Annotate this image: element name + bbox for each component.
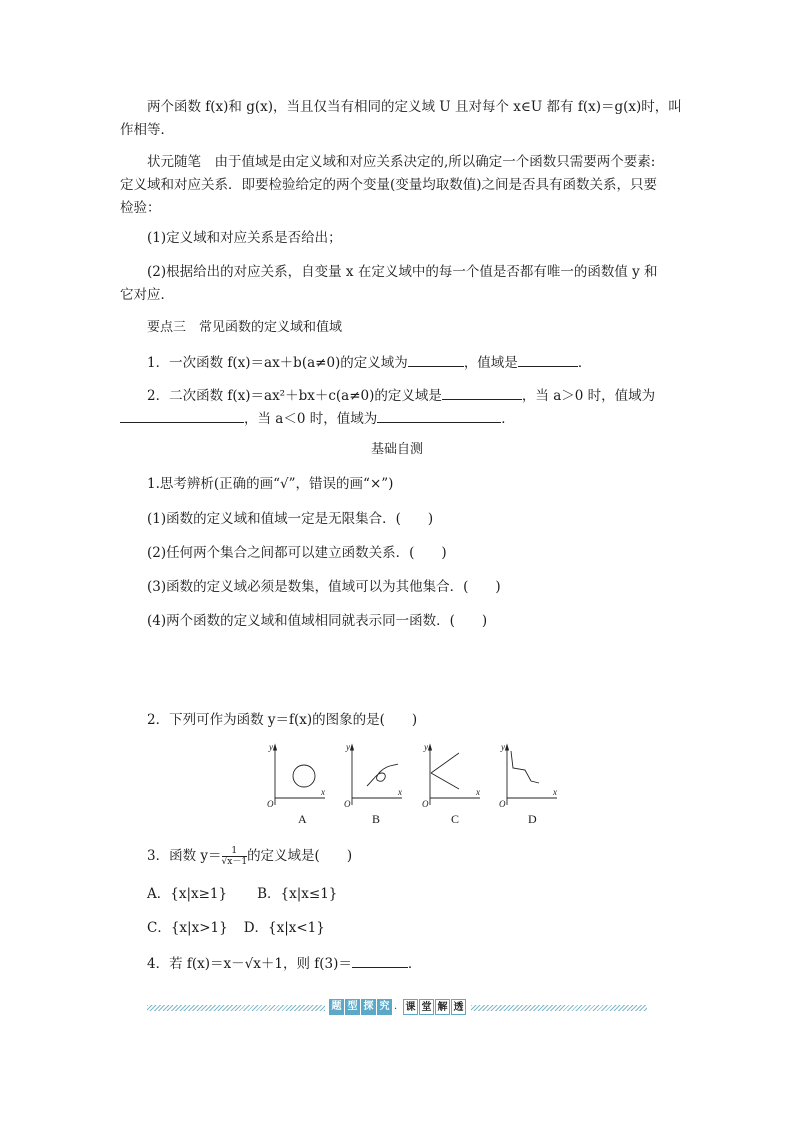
answer-blank[interactable] [120, 408, 244, 423]
graph-option-label: C [451, 812, 460, 826]
judgement-item: (1)函数的定义域和值域一定是无限集合．( ) [147, 511, 434, 527]
paragraph-line: (2)根据给出的对应关系，自变量 x 在定义域中的每一个值是否都有唯一的函数值 y 和 [147, 264, 658, 280]
graph-option-label: D [528, 812, 537, 826]
axis-label-y: y [501, 743, 505, 752]
banner-tag-2: 课 堂 解 透 [403, 999, 466, 1015]
circle-graph-icon [267, 743, 325, 809]
origin-label: O [267, 799, 274, 809]
answer-blank[interactable] [442, 385, 522, 400]
axis-label-x: x [476, 787, 480, 797]
section-banner [147, 998, 647, 1018]
axis-label-y: y [346, 743, 350, 752]
axis-label-x: x [398, 787, 402, 797]
hatch-divider [147, 1005, 325, 1011]
fill-in-item-2-cont: ，当 a＜0 时，值域为 ． [120, 408, 515, 429]
paragraph-line: 作相等． [120, 122, 174, 138]
fraction: $\frac{1}{√x-1}$ [221, 846, 248, 867]
answer-blank[interactable] [408, 352, 464, 367]
axis-label-y: y [269, 743, 273, 752]
hatch-divider [471, 1005, 647, 1011]
question-stem: 3．函数 y＝ $\frac{1}{√x-1}$ 的定义域是( ) [147, 846, 353, 867]
graph-option-label: A [298, 812, 307, 826]
banner-tag-1: 题 型 探 究 [329, 999, 392, 1015]
origin-label: O [422, 799, 429, 809]
answer-blank[interactable] [518, 352, 578, 367]
answer-blank[interactable] [352, 953, 408, 968]
origin-label: O [499, 799, 506, 809]
option-d[interactable]: D．{x|x<1} [243, 920, 325, 936]
option-a[interactable]: A．{x|x≥1} [147, 886, 228, 902]
axis-label-x: x [321, 787, 325, 797]
paragraph-line: (1)定义域和对应关系是否给出； [147, 230, 342, 246]
axis-label-y: y [424, 743, 428, 752]
polyline-graph-icon [499, 743, 557, 809]
section-title: 基础自测 [370, 442, 423, 457]
answer-blank[interactable] [377, 408, 501, 423]
fill-in-item-2: 2．二次函数 f(x)＝ax²＋bx＋c(a≠0)的定义域是 ，当 a＞0 时，值域为 [147, 385, 655, 406]
question-stem: 2．下列可作为函数 y＝f(x)的图象的是( ) [147, 712, 418, 728]
paragraph-line: 两个函数 f(x)和 g(x)，当且仅当有相同的定义域 U 且对每个 x∈U 都有 f(x)＝g(x)时，叫 [147, 99, 682, 115]
origin-label: O [344, 799, 351, 809]
banner-separator: · [394, 1004, 398, 1015]
judgement-item: (2)任何两个集合之间都可以建立函数关系．( ) [147, 545, 447, 561]
loop-curve-graph-icon [344, 743, 402, 809]
paragraph-line: 定义域和对应关系．即要检验给定的两个变量(变量均取数值)之间是否具有函数关系，只要 [120, 177, 658, 193]
axis-label-x: x [553, 787, 557, 797]
fill-in-item-4: 4．若 f(x)＝x－√x＋1，则 f(3)＝ ． [147, 953, 421, 974]
judgement-item: (4)两个函数的定义域和值域相同就表示同一函数．( ) [147, 613, 488, 629]
section-heading: 要点三 常见函数的定义域和值域 [147, 320, 343, 335]
judgement-item: (3)函数的定义域必须是数集，值域可以为其他集合．( ) [147, 579, 501, 595]
paragraph-line: 它对应． [120, 287, 174, 303]
two-ray-graph-icon [422, 743, 480, 809]
question-stem: 1.思考辨析(正确的画“√”，错误的画“×”) [147, 476, 394, 492]
choice-row [147, 918, 325, 938]
paragraph-line: 状元随笔 由于值域是由定义域和对应关系决定的,所以确定一个函数只需要两个要素: [147, 154, 656, 170]
paragraph-line: 检验： [120, 200, 161, 216]
choice-row [147, 884, 337, 904]
fill-in-item-1: 1．一次函数 f(x)＝ax＋b(a≠0)的定义域为 ，值域是 ． [147, 352, 591, 373]
graph-option-label: B [372, 812, 381, 826]
option-c[interactable]: C．{x|x>1} [147, 920, 228, 936]
option-b[interactable]: B．{x|x≤1} [257, 886, 338, 902]
